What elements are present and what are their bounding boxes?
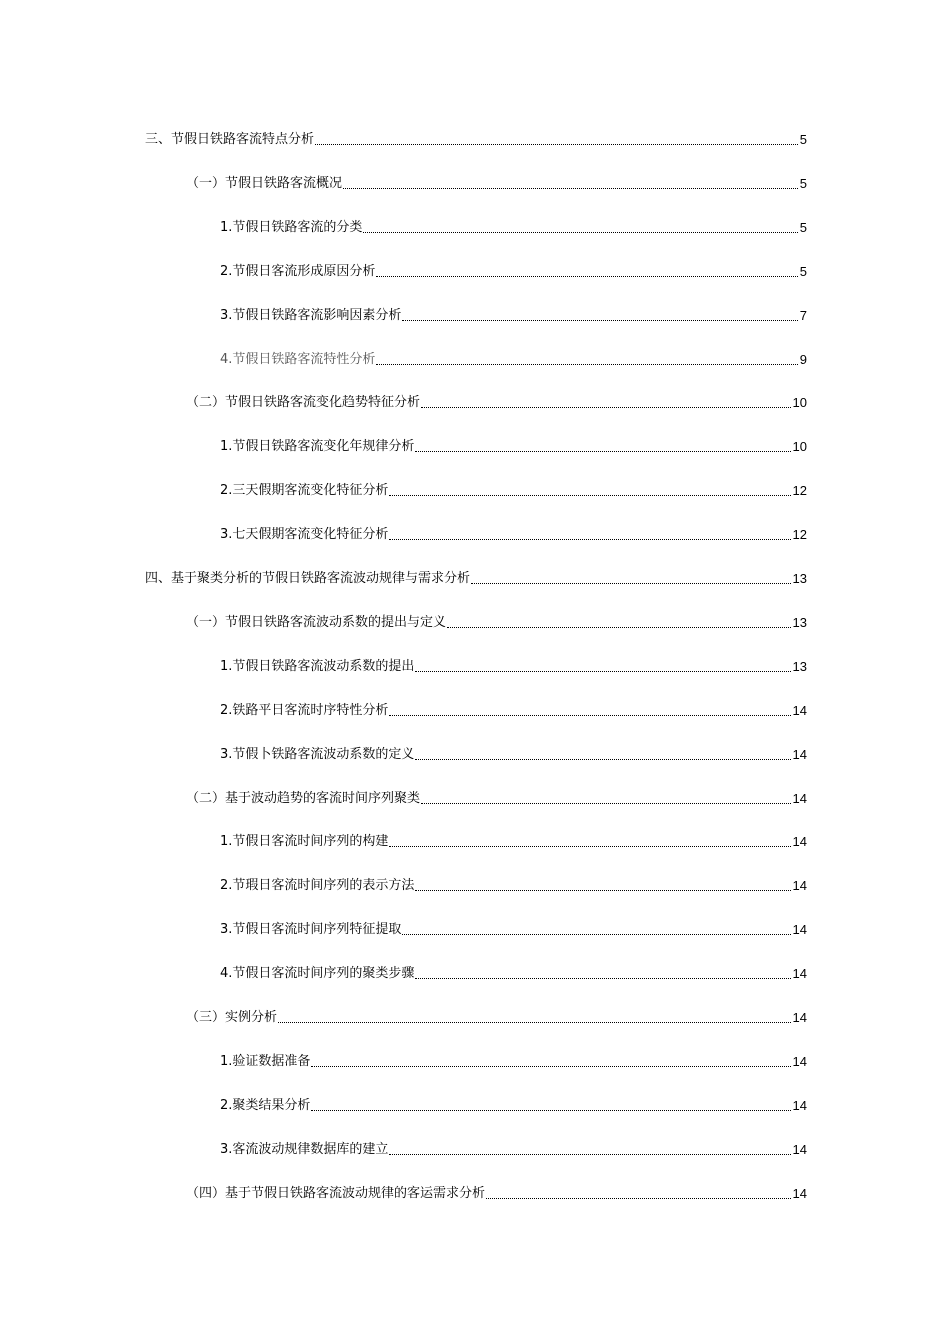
toc-page-number: 5 xyxy=(799,263,807,279)
toc-entry-title: 2.节瑕日客流时间序列的表示方法 xyxy=(220,878,415,894)
toc-entry-title: 1.节假日铁路客流的分类 xyxy=(220,219,363,235)
toc-page-number: 13 xyxy=(792,571,807,586)
toc-page-number: 14 xyxy=(792,790,807,806)
toc-entry-level-3[interactable] xyxy=(220,477,807,499)
toc-page-number: 5 xyxy=(799,132,807,147)
toc-entry-level-3[interactable] xyxy=(220,1136,807,1158)
toc-page-number: 14 xyxy=(792,746,807,762)
toc-entry-title: （一）节假日铁路客流概况 xyxy=(186,175,343,191)
toc-page-number: 12 xyxy=(792,527,807,543)
toc-entry-level-3[interactable] xyxy=(220,916,807,938)
toc-entry-level-3[interactable] xyxy=(220,214,807,236)
toc-entry-level-2[interactable] xyxy=(186,785,807,807)
dot-leader xyxy=(415,451,790,452)
toc-entry-title: 2.铁路平日客流时序特性分析 xyxy=(220,702,389,718)
toc-entry-level-3[interactable] xyxy=(220,1048,807,1070)
toc-entry-title: 1.节假日铁路客流变化年规律分析 xyxy=(220,439,415,455)
dot-leader xyxy=(402,320,797,321)
toc-page-number: 5 xyxy=(799,219,807,235)
toc-entry-level-3[interactable] xyxy=(220,302,807,324)
toc-page-number: 14 xyxy=(792,878,807,894)
dot-leader xyxy=(389,495,790,496)
toc-page-number: 9 xyxy=(799,351,807,367)
toc-entry-title: 1.节假日铁路客流波动系数的提出 xyxy=(220,658,415,674)
toc-entry-title: 1.节假日客流时间序列的构建 xyxy=(220,834,389,850)
toc-entry-level-3[interactable] xyxy=(220,258,807,280)
toc-entry-title: 1.验证数据准备 xyxy=(220,1053,311,1069)
toc-entry-title: 三、节假日铁路客流特点分析 xyxy=(145,132,315,147)
toc-page-number: 14 xyxy=(792,1185,807,1201)
toc-entry-title: （二）节假日铁路客流变化趋势特征分析 xyxy=(186,395,421,411)
toc-entry-title: 四、基于聚类分析的节假日铁路客流波动规律与需求分析 xyxy=(145,571,471,586)
toc-entry-level-2[interactable] xyxy=(186,389,807,411)
dot-leader xyxy=(447,627,791,628)
toc-entry-title: （一）节假日铁路客流波动系数的提出与定义 xyxy=(186,614,447,630)
toc-entry-level-3[interactable] xyxy=(220,697,807,719)
dot-leader xyxy=(471,583,791,584)
toc-page-number: 10 xyxy=(792,395,807,411)
dot-leader xyxy=(363,232,797,233)
dot-leader xyxy=(343,188,798,189)
dot-leader xyxy=(315,144,798,145)
toc-entry-level-1[interactable] xyxy=(145,126,807,148)
toc-page-number: 12 xyxy=(792,483,807,499)
toc-entry-title: 2.聚类结果分析 xyxy=(220,1097,311,1113)
toc-page-number: 13 xyxy=(792,614,807,630)
toc-page-number: 14 xyxy=(792,1053,807,1069)
toc-page-number: 14 xyxy=(792,966,807,982)
dot-leader xyxy=(415,890,790,891)
toc-entry-level-3[interactable] xyxy=(220,960,807,982)
dot-leader xyxy=(376,364,797,365)
toc-entry-title: 2.节假日客流形成原因分析 xyxy=(220,263,376,279)
dot-leader xyxy=(402,934,790,935)
toc-page-number: 13 xyxy=(792,658,807,674)
toc-page-number: 10 xyxy=(792,439,807,455)
toc-page-number: 5 xyxy=(799,175,807,191)
toc-entry-level-3[interactable] xyxy=(220,521,807,543)
toc-entry-level-2[interactable] xyxy=(186,1004,807,1026)
dot-leader xyxy=(415,759,790,760)
dot-leader xyxy=(415,671,790,672)
toc-entry-title: （二）基于波动趋势的客流时间序列聚类 xyxy=(186,790,421,806)
toc-entry-title: 3.节假卜铁路客流波动系数的定义 xyxy=(220,746,415,762)
toc-entry-title: 2.三天假期客流变化特征分析 xyxy=(220,483,389,499)
dot-leader xyxy=(421,407,791,408)
toc-entry-title: 3.节假日铁路客流影响因素分析 xyxy=(220,307,402,323)
toc-page-number: 14 xyxy=(792,1097,807,1113)
dot-leader xyxy=(389,539,790,540)
toc-entry-level-1[interactable] xyxy=(145,565,807,587)
dot-leader xyxy=(389,846,790,847)
dot-leader xyxy=(278,1022,791,1023)
dot-leader xyxy=(389,715,790,716)
toc-page-number: 7 xyxy=(799,307,807,323)
dot-leader xyxy=(311,1110,790,1111)
toc-entry-level-2[interactable] xyxy=(186,170,807,192)
toc-entry-title: 3.节假日客流时间序列特征提取 xyxy=(220,922,402,938)
toc-entry-level-3[interactable] xyxy=(220,828,807,850)
toc-entry-level-3[interactable] xyxy=(220,1092,807,1114)
toc-entry-title: 4.节假日铁路客流特性分析 xyxy=(220,351,376,367)
toc-entry-level-3[interactable] xyxy=(220,346,807,368)
toc-entry-title: 3.客流波动规律数据库的建立 xyxy=(220,1141,389,1157)
dot-leader xyxy=(415,978,790,979)
toc-page-number: 14 xyxy=(792,1141,807,1157)
toc-entry-title: 4.节假日客流时间序列的聚类步骤 xyxy=(220,966,415,982)
toc-entry-title: （四）基于节假日铁路客流波动规律的客运需求分析 xyxy=(186,1185,486,1201)
dot-leader xyxy=(376,276,797,277)
toc-page-number: 14 xyxy=(792,702,807,718)
toc-entry-level-2[interactable] xyxy=(186,609,807,631)
dot-leader xyxy=(311,1066,790,1067)
toc-entry-title: （三）实例分析 xyxy=(186,1010,278,1025)
toc-entry-title: 3.七天假期客流变化特征分析 xyxy=(220,527,389,543)
dot-leader xyxy=(421,803,791,804)
toc-entry-level-3[interactable] xyxy=(220,653,807,675)
toc-page-number: 14 xyxy=(792,1010,807,1025)
toc-page-number: 14 xyxy=(792,922,807,938)
toc-entry-level-3[interactable] xyxy=(220,741,807,763)
toc-entry-level-3[interactable] xyxy=(220,433,807,455)
dot-leader xyxy=(486,1198,791,1199)
dot-leader xyxy=(389,1154,790,1155)
toc-page-number: 14 xyxy=(792,834,807,850)
toc-entry-level-3[interactable] xyxy=(220,872,807,894)
toc-entry-level-2[interactable] xyxy=(186,1180,807,1202)
